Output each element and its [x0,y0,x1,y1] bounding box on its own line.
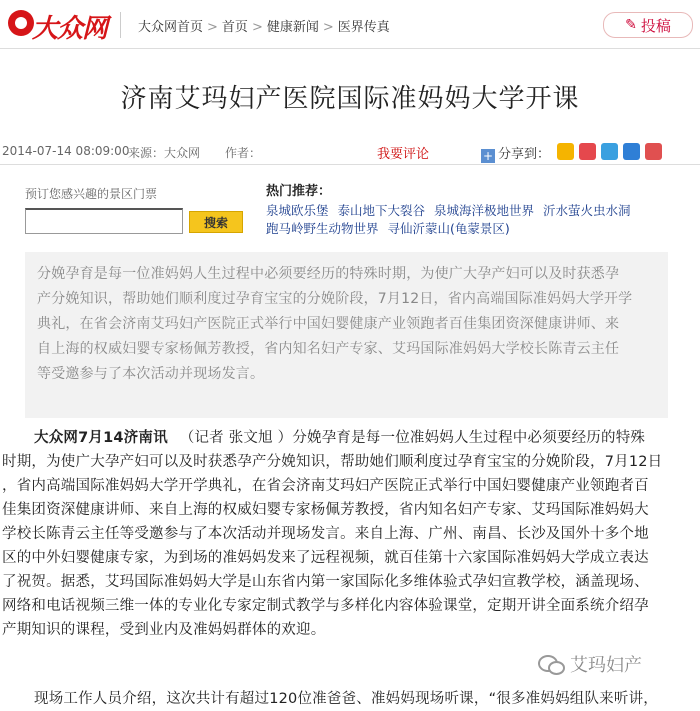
body-paragraph [2,687,670,711]
hot-title: 热门推荐： [266,184,332,199]
hot-link[interactable]: 泉城海洋极地世界 [434,203,535,218]
hot-link[interactable]: 跑马岭野生动物世界 [266,221,379,236]
share-text: 分享到： [498,147,551,162]
body-text: 分娩孕育是每一位准妈妈人生过程中必须要经历的特殊 [292,430,646,446]
header-divider [120,12,121,38]
article-body [2,426,670,707]
site-header [0,0,700,49]
article-summary [25,252,668,418]
pen-icon: ✎ [625,17,637,33]
ticket-search-label: 预订您感兴趣的景区门票 [25,187,158,201]
share-label [481,143,550,163]
breadcrumb-index[interactable]: 首页 [221,20,248,35]
site-logo[interactable] [8,6,112,42]
logo-text: 大众网 [32,14,108,44]
summary-line: 产分娩知识，帮助她们顺利度过孕育宝宝的分娩阶段，7月12日，省内高端国际准妈妈大学开学 [37,291,633,307]
breadcrumb-separator: > [207,20,218,35]
comment-link[interactable]: 我要评论 [377,147,430,162]
wechat-icon [538,653,564,675]
body-paragraph [2,426,670,642]
summary-line: 分娩孕育是每一位准妈妈人生过程中必须要经历的特殊时期，为使广大孕产妇可以及时获悉孕 [37,266,620,282]
summary-line: 典礼，在省会济南艾玛妇产医院正式举行中国妇婴健康产业领跑者百佳集团资深健康讲师、来 [37,316,620,332]
logo-seal-icon [8,10,34,36]
body-line: 学校长陈青云主任等受邀参与了本次活动并现场发言。来自上海、广州、南昌、长沙及国外十多个地 [2,526,649,542]
body-line: 网络和电话视频三维一体的专业化专家定制式教学与多样化内容体验课堂，定期开讲全面系统介绍孕 [2,598,649,614]
breadcrumb-separator: > [251,20,263,35]
share-weibo-icon[interactable] [579,143,596,160]
article-title: 济南艾玛妇产医院国际准妈妈大学开课 [120,84,580,114]
hot-links [266,202,686,238]
share-kaixin-icon[interactable] [645,143,662,160]
share-qzone-icon[interactable] [557,143,574,160]
summary-line: 自上海的权威妇婴专家杨佩芳教授，省内知名妇产专家、艾玛国际准妈妈大学校长陈青云主任 [37,341,620,357]
breadcrumb-health-news[interactable]: 健康新闻 [266,20,319,35]
breadcrumb-medical[interactable]: 医界传真 [337,20,390,35]
share-renren-icon[interactable] [623,143,640,160]
body-line [2,426,670,450]
body-line: ，省内高端国际准妈妈大学开学典礼，在省会济南艾玛妇产医院正式举行中国妇婴健康产业领跑者百 [2,478,649,494]
reporter: （记者 张文旭 ） [179,430,293,446]
search-button[interactable]: 搜索 [189,211,243,233]
ticket-search [25,178,265,238]
share-tencent-icon[interactable] [601,143,618,160]
breadcrumb [138,16,390,35]
watermark-text: 艾玛妇产 [570,655,642,676]
hot-link[interactable]: 泰山地下大裂谷 [337,203,426,218]
wechat-watermark [538,650,642,678]
breadcrumb-home[interactable]: 大众网首页 [138,20,204,35]
article-source: 来源：大众网 [128,146,201,160]
body-line: 时期，为使广大孕产妇可以及时获悉孕产分娩知识，帮助她们顺利度过孕育宝宝的分娩阶段，7月12日 [2,454,663,470]
breadcrumb-separator: > [322,20,334,35]
body-line: 现场工作人员介绍，这次共计有超过120位准爸爸、准妈妈现场听课，“很多准妈妈组队来听讲， [34,691,658,707]
ticket-search-input[interactable] [25,208,183,234]
body-line: 产期知识的课程，受到业内及准妈妈群体的欢迎。 [2,622,326,638]
hot-link[interactable]: 寻仙沂蒙山(龟蒙景区) [387,221,510,236]
summary-line: 等受邀参与了本次活动并现场发言。 [37,366,265,382]
dateline: 大众网7月14济南讯 [34,430,168,446]
article-datetime: 2014-07-14 08:09:00 [2,144,130,158]
submit-label: 投稿 [640,16,671,35]
article-author: 作者： [225,146,262,160]
share-icons [557,143,662,161]
hot-link[interactable]: 沂水萤火虫水洞 [543,203,631,218]
body-line: 了祝贺。据悉，艾玛国际准妈妈大学是山东省内第一家国际化多维体验式孕妇宣教学校，涵盖现场、 [2,574,649,590]
body-line: 佳集团资深健康讲师、来自上海的权威妇婴专家杨佩芳教授，省内知名妇产专家、艾玛国际准妈妈大 [2,502,649,518]
share-plus-icon[interactable]: + [482,149,494,163]
body-line: 区的中外妇婴健康专家，为到场的准妈妈发来了远程视频，就百佳第十六家国际准妈妈大学成立表达 [2,550,649,566]
submit-article-button[interactable] [603,12,693,38]
hot-link[interactable]: 泉城欧乐堡 [266,203,329,218]
